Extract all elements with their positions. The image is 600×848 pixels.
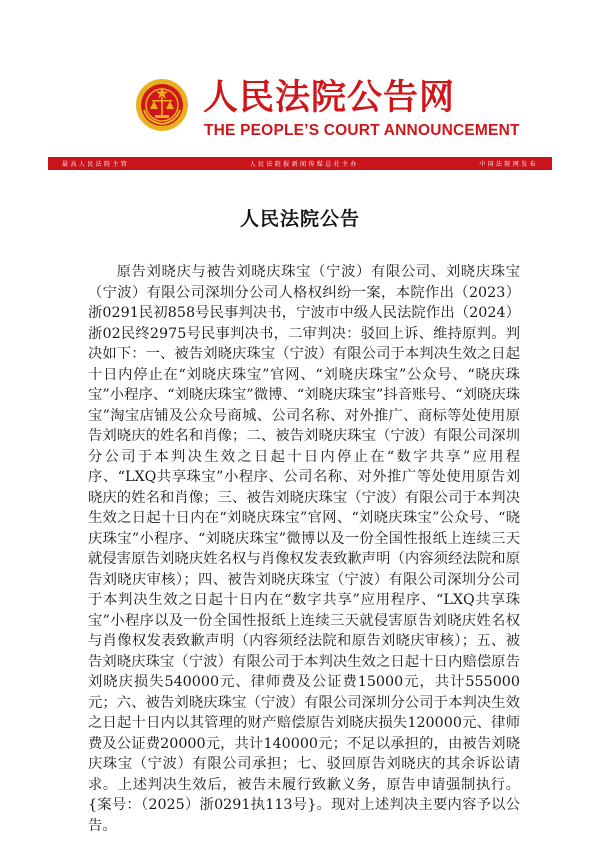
bar-text-supervisor: 最高人民法院主管 bbox=[62, 161, 130, 168]
site-header bbox=[0, 0, 600, 175]
bar-text-publisher: 中国法院网发布 bbox=[479, 161, 538, 168]
brand-title-cn: 人民法院公告网 bbox=[203, 78, 456, 118]
header-red-bar bbox=[48, 157, 552, 170]
notice-body: 原告刘晓庆与被告刘晓庆珠宝（宁波）有限公司、刘晓庆珠宝（宁波）有限公司深圳分公司人格权纠纷一案，本院作出（2023）浙0291民初858号民事判决书，宁波市中级人民法院作出（2024）浙02民终2975号民事判决书，二审判决：驳回上诉、维持原判。判决如下：一、被告刘晓庆珠宝（宁波）有限公司于本判决生效之日起十日内停止在“刘晓庆珠宝”官网、“刘晓庆珠宝”公众号、“晓庆珠宝”小程序、“刘晓庆珠宝”微博、“刘晓庆珠宝”抖音账号、“刘晓庆珠宝”淘宝店铺及公众号商城、公司名称、对外推广、商标等处使用原告刘晓庆的姓名和肖像；二、被告刘晓庆珠宝（宁波）有限公司深圳分公司于本判决生效之日起十日内停止在“数字共享”应用程序、“LXQ共享珠宝”小程序、公司名称、对外推广等处使用原告刘晓庆的姓名和肖像；三、被告刘晓庆珠宝（宁波）有限公司于本判决生效之日起十日内在“刘晓庆珠宝”官网、“刘晓庆珠宝”公众号、“晓庆珠宝”小程序、“刘晓庆珠宝”微博以及一份全国性报纸上连续三天就侵害原告刘晓庆姓名权与肖像权发表致歉声明（内容须经法院和原告刘晓庆审核）；四、被告刘晓庆珠宝（宁波）有限公司深圳分公司于本判决生效之日起十日内在“数字共享”应用程序、“LXQ共享珠宝”小程序以及一份全国性报纸上连续三天就侵害原告刘晓庆姓名权与肖像权发表致歉声明（内容须经法院和原告刘晓庆审核）；五、被告刘晓庆珠宝（宁波）有限公司于本判决生效之日起十日内赔偿原告刘晓庆损失540000元、律师费及公证费15000元，共计555000元；六、被告刘晓庆珠宝（宁波）有限公司深圳分公司于本判决生效之日起十日内以其管理的财产赔偿原告刘晓庆损失120000元、律师费及公证费20000元，共计140000元；不足以承担的，由被告刘晓庆珠宝（宁波）有限公司承担；七、驳回原告刘晓庆的其余诉讼请求。上述判决生效后，被告未履行致歉义务，原告申请强制执行。{案号：（2025）浙0291执113号}。现对上述判决主要内容予以公告。 bbox=[88, 264, 520, 834]
court-emblem-icon bbox=[135, 78, 189, 132]
bar-text-sponsor: 人民法院报新闻传媒总社主办 bbox=[249, 161, 359, 168]
notice-title: 人民法院公告 bbox=[239, 208, 360, 230]
brand-title-en: THE PEOPLE’S COURT ANNOUNCEMENT bbox=[204, 122, 520, 139]
